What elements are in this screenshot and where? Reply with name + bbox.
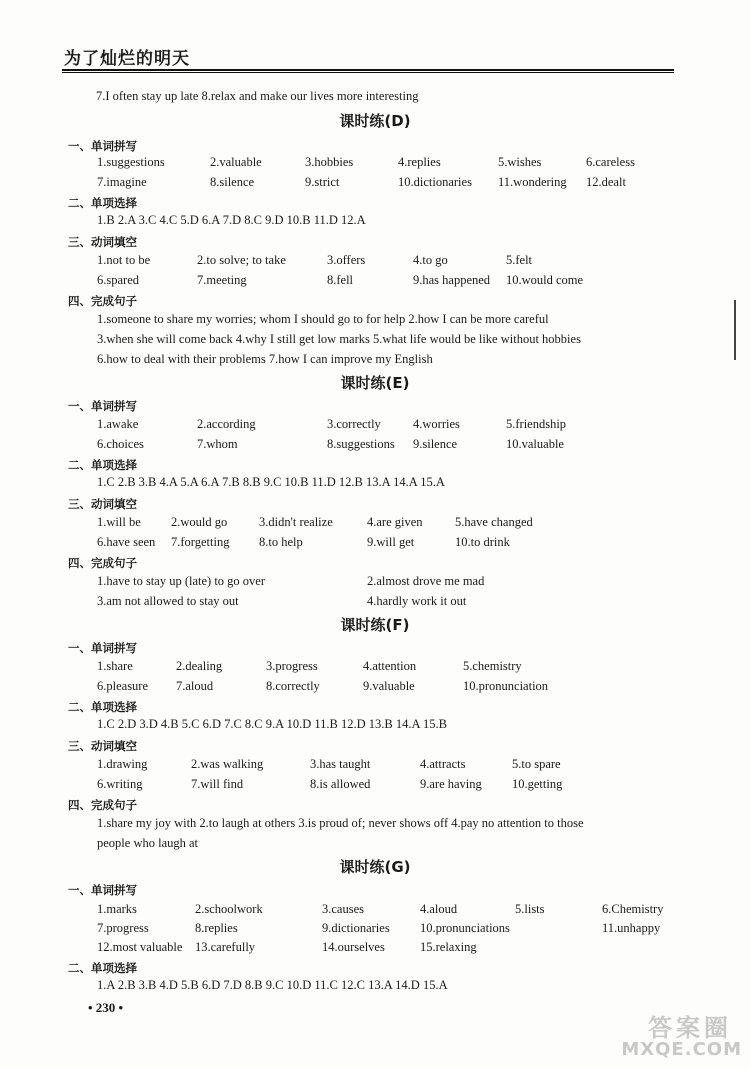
section-title-g: 课时练(G)	[339, 858, 411, 876]
answer-item: 6.choices	[97, 437, 144, 451]
answer-item: 5.to spare	[512, 757, 561, 771]
answer-item: 3.am not allowed to stay out	[97, 594, 239, 608]
answer-item: 9.valuable	[363, 679, 415, 693]
answer-item: 4.attention	[363, 659, 417, 673]
answer-item: 10.pronunciation	[463, 679, 549, 693]
sentence-answers: 6.how to deal with their problems 7.how I can improve my English	[97, 352, 433, 366]
choice-answers: 1.B 2.A 3.C 4.C 5.D 6.A 7.D 8.C 9.D 10.B 11.D 12.A	[97, 213, 366, 227]
subheading-choice: 二、单项选择	[68, 196, 137, 210]
answer-item: 5.chemistry	[463, 659, 522, 673]
subheading-verb-fill: 三、动词填空	[68, 497, 137, 511]
answer-item: 8.to help	[259, 535, 303, 549]
subheading-choice: 二、单项选择	[68, 458, 137, 472]
answer-item: 1.share	[97, 659, 133, 673]
subheading-verb-fill: 三、动词填空	[68, 235, 137, 249]
answer-item: 10.valuable	[506, 437, 564, 451]
answer-item: 4.attracts	[420, 757, 466, 771]
answer-item: 2.according	[197, 417, 256, 431]
answer-item: 9.are having	[420, 777, 482, 791]
answer-item: 1.will be	[97, 515, 141, 529]
answer-item: 6.have seen	[97, 535, 156, 549]
answer-item: 1.have to stay up (late) to go over	[97, 574, 266, 588]
watermark-text-bottom: MXQE.COM	[621, 1039, 742, 1060]
answer-item: 8.suggestions	[327, 437, 395, 451]
subheading-spelling: 一、单词拼写	[68, 399, 137, 413]
answer-item: 7.aloud	[176, 679, 214, 693]
answer-item: 5.friendship	[506, 417, 567, 431]
answer-item: 13.carefully	[195, 940, 256, 954]
subheading-spelling: 一、单词拼写	[68, 641, 137, 655]
answer-item: 6.spared	[97, 273, 139, 287]
subheading-complete-sentences: 四、完成句子	[68, 294, 137, 308]
answer-item: 4.replies	[398, 155, 441, 169]
answer-item: 2.almost drove me mad	[367, 574, 485, 588]
answer-item: 8.fell	[327, 273, 354, 287]
answer-item: 7.forgetting	[171, 535, 230, 549]
answer-item: 5.wishes	[498, 155, 542, 169]
answer-item: 9.strict	[305, 175, 340, 189]
answer-item: 10.getting	[512, 777, 563, 791]
answer-item: 6.Chemistry	[602, 902, 664, 916]
answer-item: 4.to go	[413, 253, 448, 267]
header-rule-thin	[62, 72, 674, 73]
subheading-complete-sentences: 四、完成句子	[68, 798, 137, 812]
answer-item: 2.dealing	[176, 659, 223, 673]
answer-item: 1.marks	[97, 902, 137, 916]
answer-item: 8.correctly	[266, 679, 320, 693]
sentence-answers: people who laugh at	[97, 836, 199, 850]
choice-answers: 1.C 2.B 3.B 4.A 5.A 6.A 7.B 8.B 9.C 10.B 11.D 12.B 13.A 14.A 15.A	[97, 475, 445, 489]
answer-item: 2.would go	[171, 515, 228, 529]
answer-item: 1.drawing	[97, 757, 148, 771]
answer-item: 6.writing	[97, 777, 143, 791]
answer-item: 11.wondering	[498, 175, 567, 189]
answer-item: 12.most valuable	[97, 940, 183, 954]
subheading-verb-fill: 三、动词填空	[68, 739, 137, 753]
answer-item: 4.worries	[413, 417, 460, 431]
answer-item: 10.dictionaries	[398, 175, 472, 189]
answer-item: 8.silence	[210, 175, 255, 189]
answer-item: 2.was walking	[191, 757, 264, 771]
answer-item: 6.pleasure	[97, 679, 149, 693]
binding-edge-mark	[734, 300, 736, 360]
section-title-e: 课时练(E)	[340, 374, 410, 392]
answer-item: 10.would come	[506, 273, 584, 287]
intro-line: 7.I often stay up late 8.relax and make our lives more interesting	[96, 89, 419, 103]
watermark-logo	[606, 1008, 742, 1060]
sentence-answers: 1.share my joy with 2.to laugh at others 3.is proud of; never shows off 4.pay no attention to those	[97, 816, 584, 830]
header-rule	[62, 69, 674, 71]
answer-item: 15.relaxing	[420, 940, 477, 954]
subheading-spelling: 一、单词拼写	[68, 139, 137, 153]
answer-item: 2.schoolwork	[195, 902, 263, 916]
answer-item: 3.has taught	[310, 757, 371, 771]
answer-item: 10.to drink	[455, 535, 510, 549]
page-header-title: 为了灿烂的明天	[64, 49, 190, 69]
answer-item: 7.imagine	[97, 175, 147, 189]
answer-item: 4.aloud	[420, 902, 458, 916]
answer-item: 5.felt	[506, 253, 533, 267]
subheading-spelling: 一、单词拼写	[68, 883, 137, 897]
answer-item: 6.careless	[586, 155, 635, 169]
answer-item: 9.silence	[413, 437, 458, 451]
answer-item: 12.dealt	[586, 175, 626, 189]
answer-item: 9.has happened	[413, 273, 491, 287]
page-number: • 230 •	[88, 1000, 124, 1015]
answer-item: 3.hobbies	[305, 155, 354, 169]
answer-item: 3.progress	[266, 659, 318, 673]
answer-item: 1.awake	[97, 417, 139, 431]
sentence-answers: 1.someone to share my worries; whom I should go to for help 2.how I can be more careful	[97, 312, 549, 326]
answer-item: 4.are given	[367, 515, 423, 529]
answer-item: 8.replies	[195, 921, 238, 935]
answer-item: 5.lists	[515, 902, 545, 916]
section-title-d: 课时练(D)	[339, 112, 411, 130]
section-title-f: 课时练(F)	[340, 616, 410, 634]
answer-item: 3.correctly	[327, 417, 381, 431]
answer-item: 3.causes	[322, 902, 364, 916]
answer-item: 2.to solve; to take	[197, 253, 286, 267]
answer-item: 14.ourselves	[322, 940, 385, 954]
answer-item: 7.progress	[97, 921, 149, 935]
answer-item: 4.hardly work it out	[367, 594, 467, 608]
answer-item: 1.not to be	[97, 253, 151, 267]
answer-item: 7.will find	[191, 777, 244, 791]
answer-item: 7.meeting	[197, 273, 247, 287]
choice-answers: 1.A 2.B 3.B 4.D 5.B 6.D 7.D 8.B 9.C 10.D 11.C 12.C 13.A 14.D 15.A	[97, 978, 448, 992]
answer-item: 9.will get	[367, 535, 415, 549]
sentence-answers: 3.when she will come back 4.why I still get low marks 5.what life would be like without hobbies	[97, 332, 581, 346]
answer-item: 3.didn't realize	[259, 515, 333, 529]
answer-item: 7.whom	[197, 437, 238, 451]
subheading-complete-sentences: 四、完成句子	[68, 556, 137, 570]
watermark-text-top: 答案圈	[648, 1014, 732, 1042]
answer-item: 5.have changed	[455, 515, 533, 529]
subheading-choice: 二、单项选择	[68, 961, 137, 975]
answer-item: 8.is allowed	[310, 777, 371, 791]
answer-item: 2.valuable	[210, 155, 262, 169]
subheading-choice: 二、单项选择	[68, 700, 137, 714]
answer-item: 10.pronunciations	[420, 921, 510, 935]
answer-item: 3.offers	[327, 253, 366, 267]
answer-item: 11.unhappy	[602, 921, 661, 935]
answer-item: 1.suggestions	[97, 155, 165, 169]
answer-item: 9.dictionaries	[322, 921, 390, 935]
choice-answers: 1.C 2.D 3.D 4.B 5.C 6.D 7.C 8.C 9.A 10.D 11.B 12.D 13.B 14.A 15.B	[97, 717, 447, 731]
